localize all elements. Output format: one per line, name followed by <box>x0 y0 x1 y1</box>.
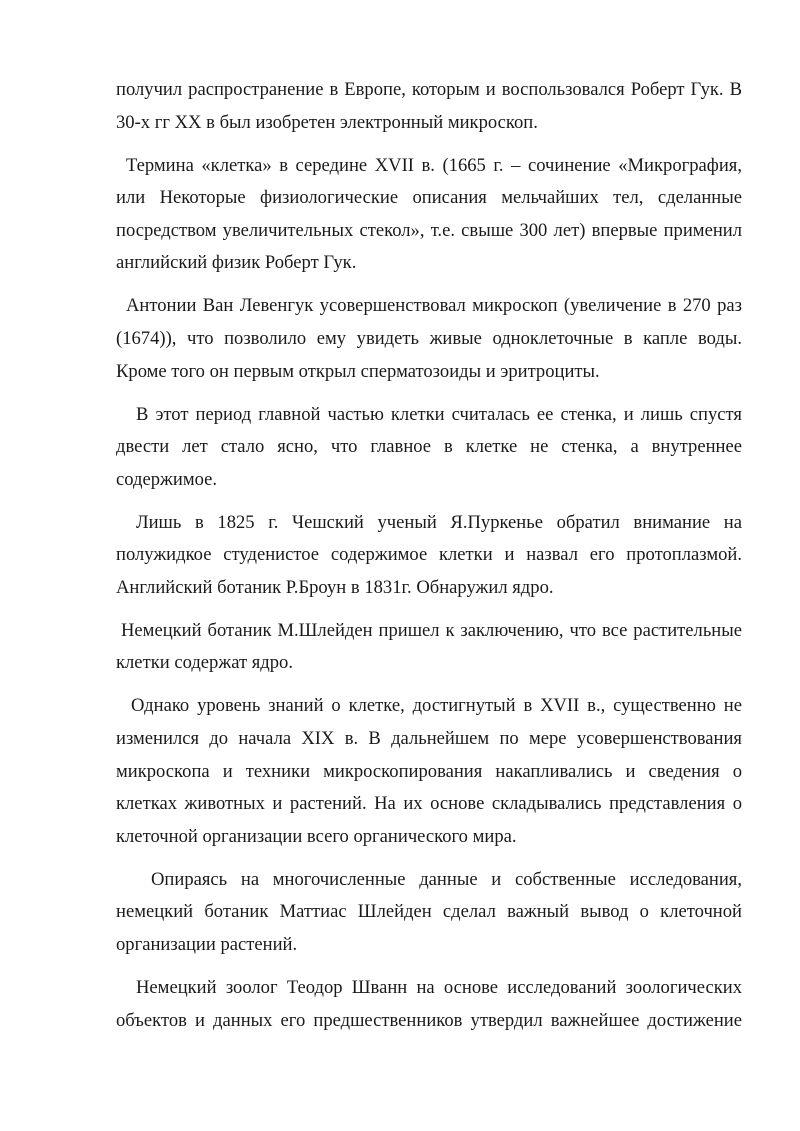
paragraph: Немецкий ботаник М.Шлейден пришел к заключению, что все растительные клетки содержат ядро. <box>116 619 742 674</box>
document-body <box>116 74 742 1037</box>
paragraph: Однако уровень знаний о клетке, достигнутый в XVII в., существенно не изменился до начала XIX в. В дальнейшем по мере усовершенствования микроскопа и техники микроскопирования накапливались и сведения о клетках животных и растений. На их основе складывались представления о клеточной организации всего органического мира. <box>116 695 742 847</box>
paragraph: получил распространение в Европе, которым и воспользовался Роберт Гук. В 30-х гг XX в был изобретен электронный микроскоп. <box>116 79 742 133</box>
paragraph: Немецкий зоолог Теодор Шванн на основе исследований зоологических объектов и данных его предшественников утвердил важнейшее достижение <box>116 976 742 1031</box>
paragraph: В этот период главной частью клетки считалась ее стенка, и лишь спустя двести лет стало ясно, что главное в клетке не стенка, а внутреннее содержимое. <box>116 403 742 490</box>
paragraph: Лишь в 1825 г. Чешский ученый Я.Пуркенье обратил внимание на полужидкое студенистое содержимое клетки и назвал его протоплазмой. Английский ботаник Р.Броун в 1831г. Обнаружил ядро. <box>116 511 742 598</box>
paragraph: Термина «клетка» в середине XVII в. (1665 г. – сочинение «Микрография, или Некоторые физиологические описания мельчайших тел, сделанные посредством увеличительных стекол», т.е. свыше 300 лет) впервые применил английский физик Роберт Гук. <box>116 154 742 274</box>
paragraph: Антонии Ван Левенгук усовершенствовал микроскоп (увеличение в 270 раз (1674)), что позволило ему увидеть живые одноклеточные в капле воды. Кроме того он первым открыл сперматозоиды и эритроциты. <box>116 295 742 382</box>
paragraph: Опираясь на многочисленные данные и собственные исследования, немецкий ботаник Маттиас Шлейден сделал важный вывод о клеточной организации растений. <box>116 868 742 955</box>
